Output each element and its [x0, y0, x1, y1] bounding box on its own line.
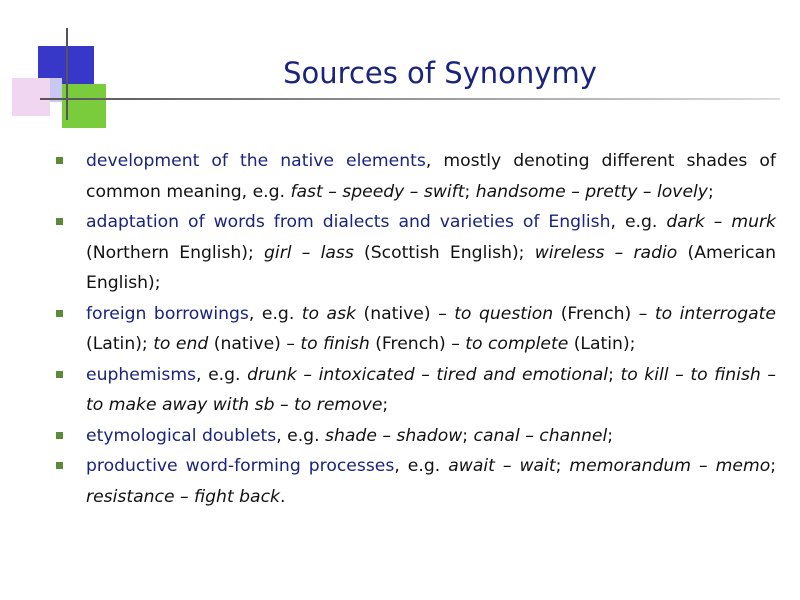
item-heading: foreign borrowings: [86, 303, 249, 324]
item-text: (native) –: [208, 334, 301, 354]
item-text: (French) –: [369, 334, 466, 354]
list-item: [54, 451, 776, 512]
example-text: girl – lass: [264, 242, 354, 263]
item-text: ;: [555, 456, 570, 476]
item-text: ;: [462, 425, 474, 446]
square-bullet-icon: [56, 371, 63, 378]
item-text: (Latin);: [86, 334, 154, 354]
item-text: , e.g.: [196, 364, 248, 385]
example-text: to end: [153, 334, 209, 354]
item-text: , e.g.: [610, 212, 667, 232]
example-text: handsome – pretty – lovely: [475, 181, 708, 202]
example-text: resistance – fight back: [86, 486, 280, 507]
example-text: to question: [454, 303, 554, 324]
item-text: , mostly denoting different shades of common meaning, e.g.: [86, 151, 776, 202]
item-heading: adaptation of words from dialects and varieties of English: [86, 212, 611, 232]
list-item: [54, 299, 776, 360]
decor-green-square: [62, 84, 106, 128]
item-text: , e.g.: [394, 456, 449, 476]
item-text: , e.g.: [276, 425, 326, 446]
example-text: fast – speedy – swift: [290, 181, 465, 202]
item-text: (Northern English);: [86, 242, 265, 263]
example-text: drunk – intoxicated – tired and emotional: [247, 364, 609, 385]
list-item: [54, 146, 776, 207]
item-text: ;: [770, 456, 777, 476]
list-item: [54, 360, 776, 421]
list-item: [54, 207, 776, 299]
item-heading: development of the native elements: [86, 151, 426, 171]
item-heading: euphemisms: [86, 364, 197, 385]
item-text: (Scottish English);: [353, 242, 535, 263]
example-text: to complete: [465, 334, 569, 354]
item-heading: productive word-forming processes: [86, 456, 395, 476]
example-text: canal – channel: [473, 425, 608, 446]
example-text: to interrogate: [654, 303, 776, 324]
square-bullet-icon: [56, 218, 63, 225]
example-text: dark – murk: [666, 212, 776, 232]
example-text: to finish: [300, 334, 370, 354]
decor-vertical-line: [66, 28, 68, 120]
item-text: (French) –: [553, 303, 655, 324]
item-text: ;: [607, 425, 614, 446]
slide-title: Sources of Synonymy: [283, 56, 597, 90]
square-bullet-icon: [56, 462, 63, 469]
square-bullet-icon: [56, 310, 63, 317]
item-text: (native) –: [355, 303, 455, 324]
list-item: [54, 421, 776, 452]
example-text: to kill – to finish – to make away with sb – to remove: [86, 364, 776, 415]
item-text: ;: [608, 364, 621, 385]
square-bullet-icon: [56, 432, 63, 439]
item-text: ;: [464, 181, 476, 202]
example-text: memorandum – memo: [569, 456, 771, 476]
bullet-list: [54, 146, 776, 512]
title-underline: [40, 98, 780, 100]
item-text: .: [280, 486, 286, 507]
square-bullet-icon: [56, 157, 63, 164]
example-text: wireless – radio: [534, 242, 678, 263]
item-text: ;: [707, 181, 714, 202]
item-text: (Latin);: [568, 334, 636, 354]
example-text: to ask: [301, 303, 356, 324]
example-text: shade – shadow: [325, 425, 463, 446]
item-heading: etymological doublets: [86, 425, 277, 446]
item-text: , e.g.: [248, 303, 302, 324]
decor-pink-square: [12, 78, 50, 116]
example-text: await – wait: [448, 456, 556, 476]
item-text: ;: [382, 395, 389, 415]
item-text: (American English);: [86, 242, 776, 293]
